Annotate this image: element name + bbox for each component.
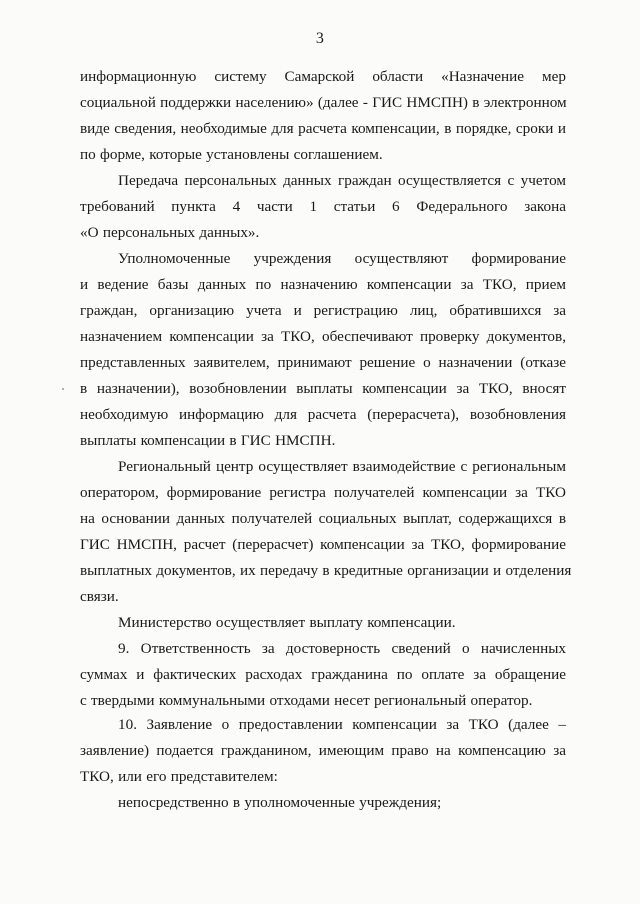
text-line: оператором, формирование регистра получателей компенсации за ТКО xyxy=(80,484,566,501)
paragraph-5 xyxy=(80,610,566,636)
text-line: назначением компенсации за ТКО, обеспечивают проверку документов, xyxy=(80,328,566,345)
text-line: выплатных документов, их передачу в кредитные организации и отделения xyxy=(80,562,572,579)
text-line: на основании данных получателей социальных выплат, содержащихся в xyxy=(80,510,566,527)
text-line: суммах и фактических расходах гражданина по оплате за обращение xyxy=(80,666,566,683)
text-line: 10. Заявление о предоставлении компенсации за ТКО (далее – xyxy=(118,716,566,733)
text-line: выплаты компенсации в ГИС НМСПН. xyxy=(80,432,336,449)
paragraph-1 xyxy=(80,64,566,168)
text-line: непосредственно в уполномоченные учреждения; xyxy=(118,794,442,811)
text-line: заявление) подается гражданином, имеющим право на компенсацию за xyxy=(80,742,566,759)
text-line: по форме, которые установлены соглашением. xyxy=(80,146,383,163)
page-number: 3 xyxy=(315,30,325,47)
text-line: Передача персональных данных граждан осуществляется с учетом xyxy=(118,172,566,189)
text-line: социальной поддержки населению» (далее - ГИС НМСПН) в электронном xyxy=(80,94,567,111)
paragraph-2 xyxy=(80,168,566,246)
paragraph-item-9 xyxy=(80,636,566,714)
text-line: 9. Ответственность за достоверность сведений о начисленных xyxy=(118,640,566,657)
paragraph-3 xyxy=(80,246,566,454)
text-line: Уполномоченные учреждения осуществляют формирование xyxy=(118,250,566,267)
text-line: связи. xyxy=(80,588,119,605)
text-line: виде сведения, необходимые для расчета компенсации, в порядке, сроки и xyxy=(80,120,566,137)
paragraph-4 xyxy=(80,454,572,610)
text-line: Региональный центр осуществляет взаимодействие с региональным xyxy=(118,458,566,475)
text-line: информационную систему Самарской области «Назначение мер xyxy=(80,68,566,85)
text-line: представленных заявителем, принимают решение о назначении (отказе xyxy=(80,354,566,371)
text-line: требований пункта 4 части 1 статьи 6 Федерального закона xyxy=(80,198,566,215)
text-line: необходимую информацию для расчета (перерасчета), возобновления xyxy=(80,406,566,423)
text-line: с твердыми коммунальными отходами несет региональный оператор. xyxy=(80,692,533,709)
text-line: Министерство осуществляет выплату компенсации. xyxy=(118,614,456,631)
text-line: ГИС НМСПН, расчет (перерасчет) компенсации за ТКО, формирование xyxy=(80,536,566,553)
text-line: ТКО, или его представителем: xyxy=(80,768,278,785)
paragraph-8 xyxy=(80,790,566,816)
text-line: в назначении), возобновлении выплаты компенсации за ТКО, вносят xyxy=(80,380,566,397)
paragraph-item-10 xyxy=(80,712,566,790)
text-line: «О персональных данных». xyxy=(80,224,260,241)
text-line: и ведение базы данных по назначению компенсации за ТКО, прием xyxy=(80,276,566,293)
scan-artifact-dot xyxy=(62,388,64,390)
text-line: граждан, организацию учета и регистрацию лиц, обратившихся за xyxy=(80,302,566,319)
